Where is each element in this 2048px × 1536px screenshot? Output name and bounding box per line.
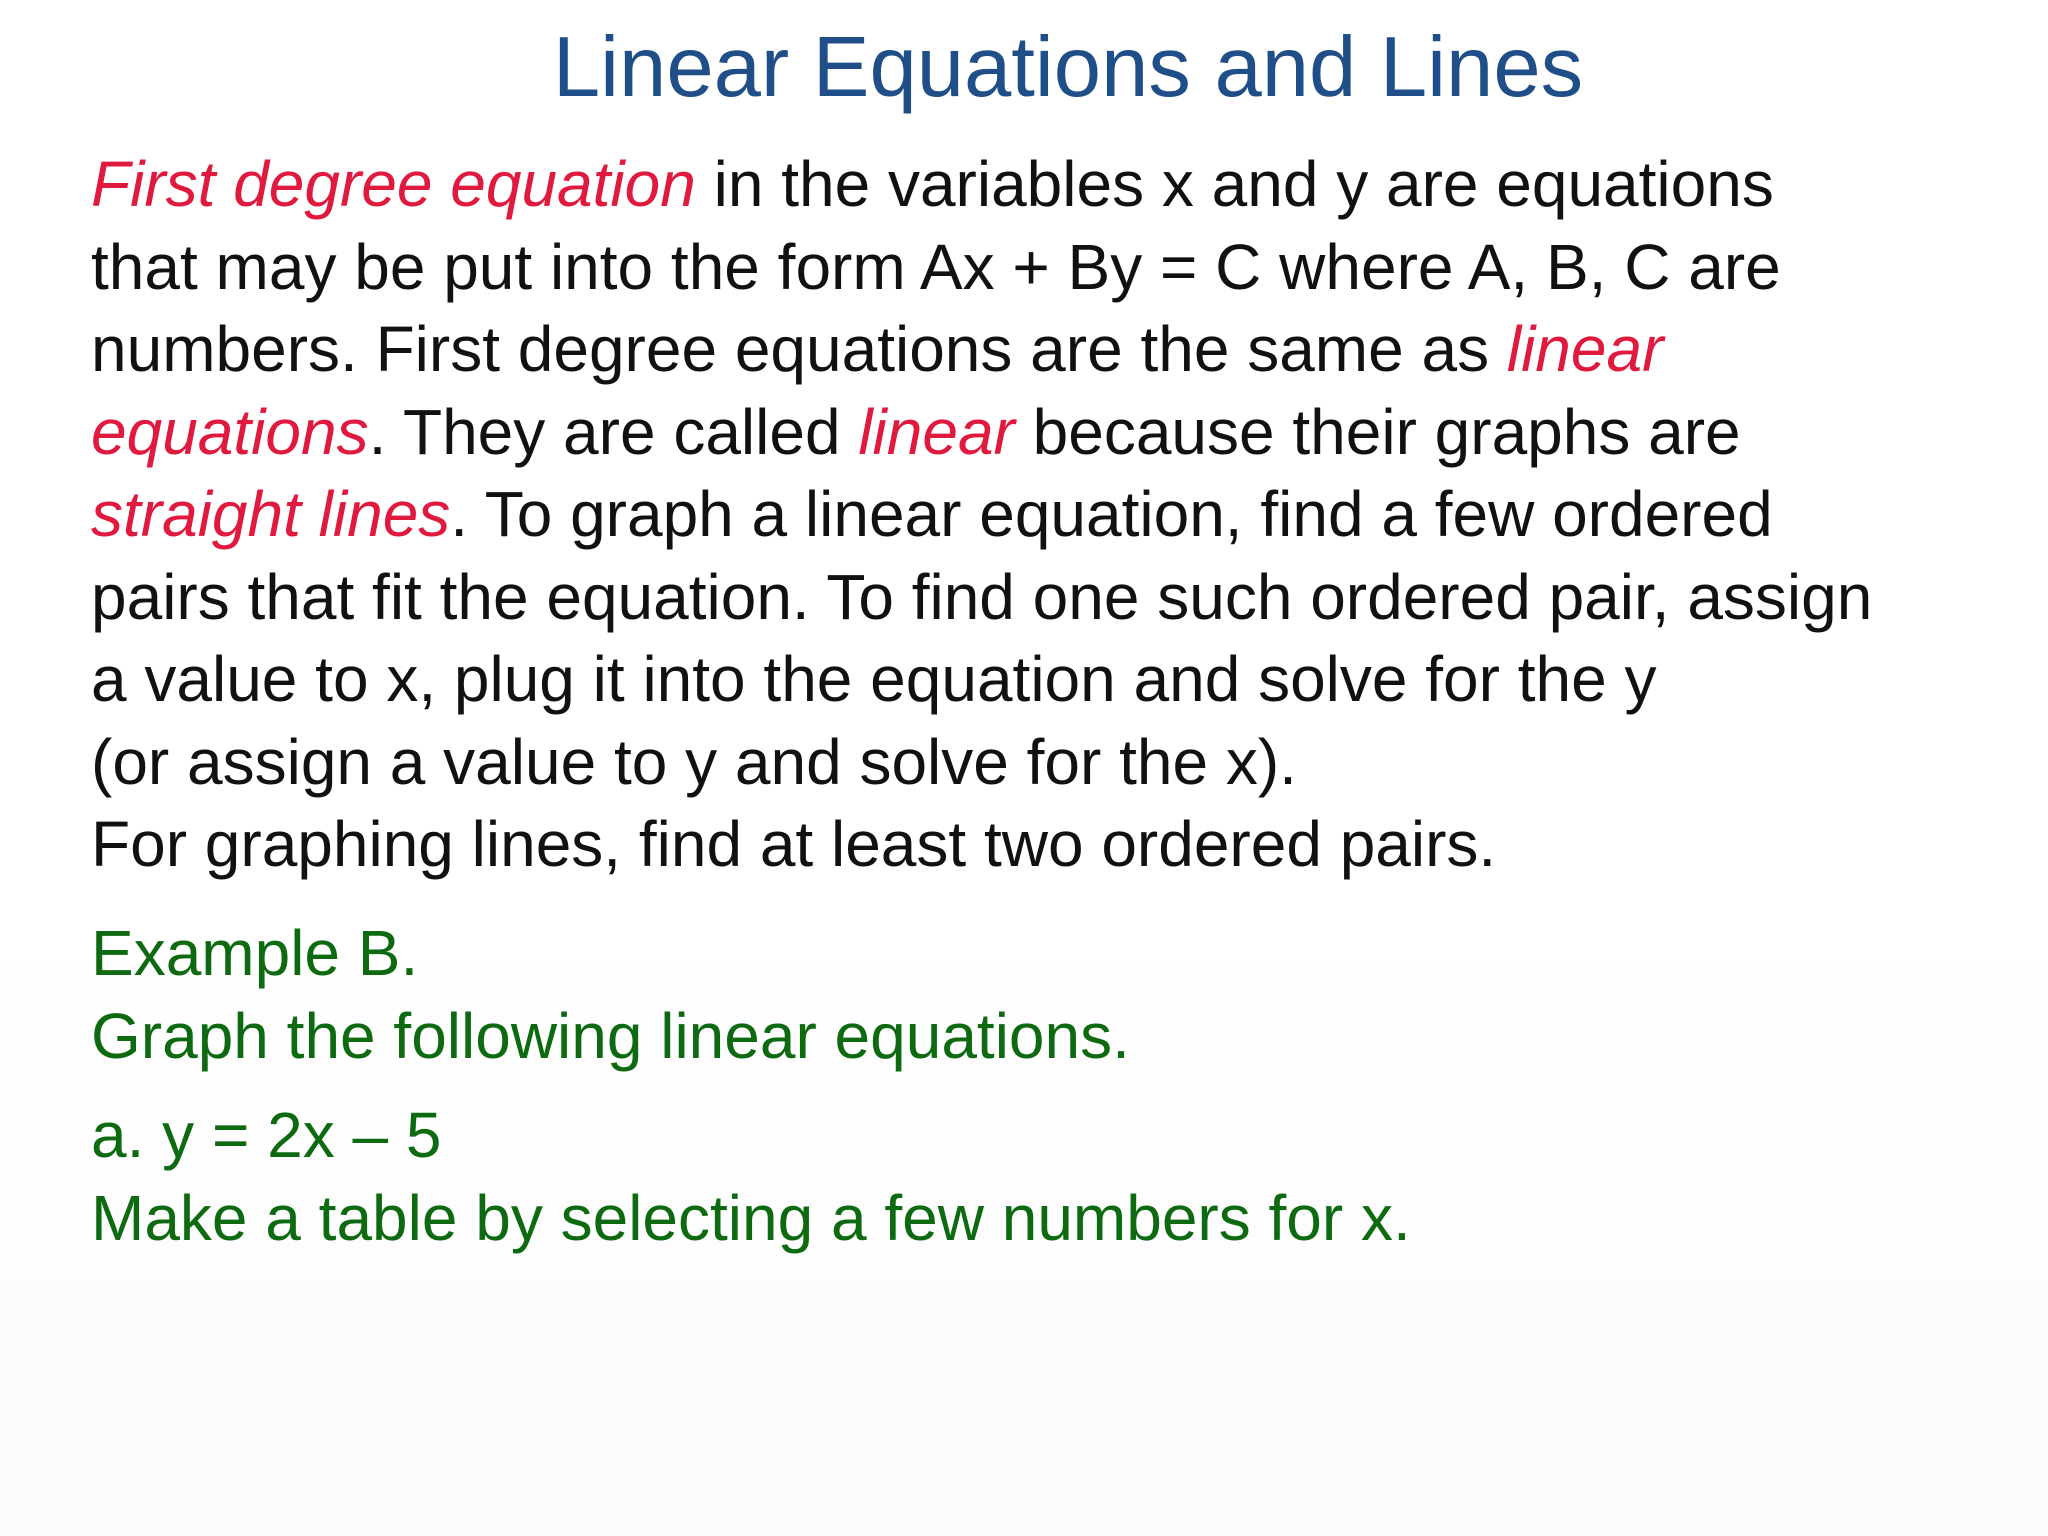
paragraph-text: . To graph a linear equation, find a few ordered (450, 478, 1773, 550)
paragraph-line-2: that may be put into the form Ax + By = C where A, B, C are (91, 230, 1781, 303)
example-part-a: a. y = 2x – 5 (91, 1099, 442, 1171)
example-heading: Example B. (91, 917, 419, 989)
term-first-degree-equation: First degree equation (91, 148, 696, 220)
paragraph-text: in the variables x and y are equations (695, 148, 1774, 220)
paragraph-text: numbers. First degree equations are the same as (91, 313, 1507, 385)
term-linear-2: linear (858, 395, 1015, 468)
example-table-note: Make a table by selecting a few numbers for x. (91, 1181, 1411, 1254)
paragraph-text: because their graphs are (1014, 395, 1741, 468)
term-straight-lines: straight lines (91, 478, 451, 550)
paragraph-line-4 (91, 391, 2021, 474)
paragraph-text: . They are called (368, 395, 859, 468)
slide-title: Linear Equations and Lines (552, 20, 1584, 115)
example-instruction: Graph the following linear equations. (91, 999, 1130, 1072)
paragraph-line-5 (91, 473, 2021, 556)
term-linear: linear (1506, 313, 1664, 385)
paragraph-line-1 (91, 143, 2021, 226)
example-heading-block (91, 912, 1991, 1077)
paragraph-line-7: a value to x, plug it into the equation and solve for the y (91, 643, 1657, 715)
term-equations: equations (91, 395, 369, 468)
paragraph-line-9: For graphing lines, find at least two ordered pairs. (91, 808, 1497, 880)
example-part-a-block (91, 1094, 1991, 1259)
paragraph-line-6: pairs that fit the equation. To find one such ordered pair, assign (91, 560, 1873, 633)
definition-paragraph (91, 143, 2021, 886)
paragraph-line-8: (or assign a value to y and solve for the x). (91, 725, 1297, 798)
paragraph-line-3 (91, 308, 2021, 391)
